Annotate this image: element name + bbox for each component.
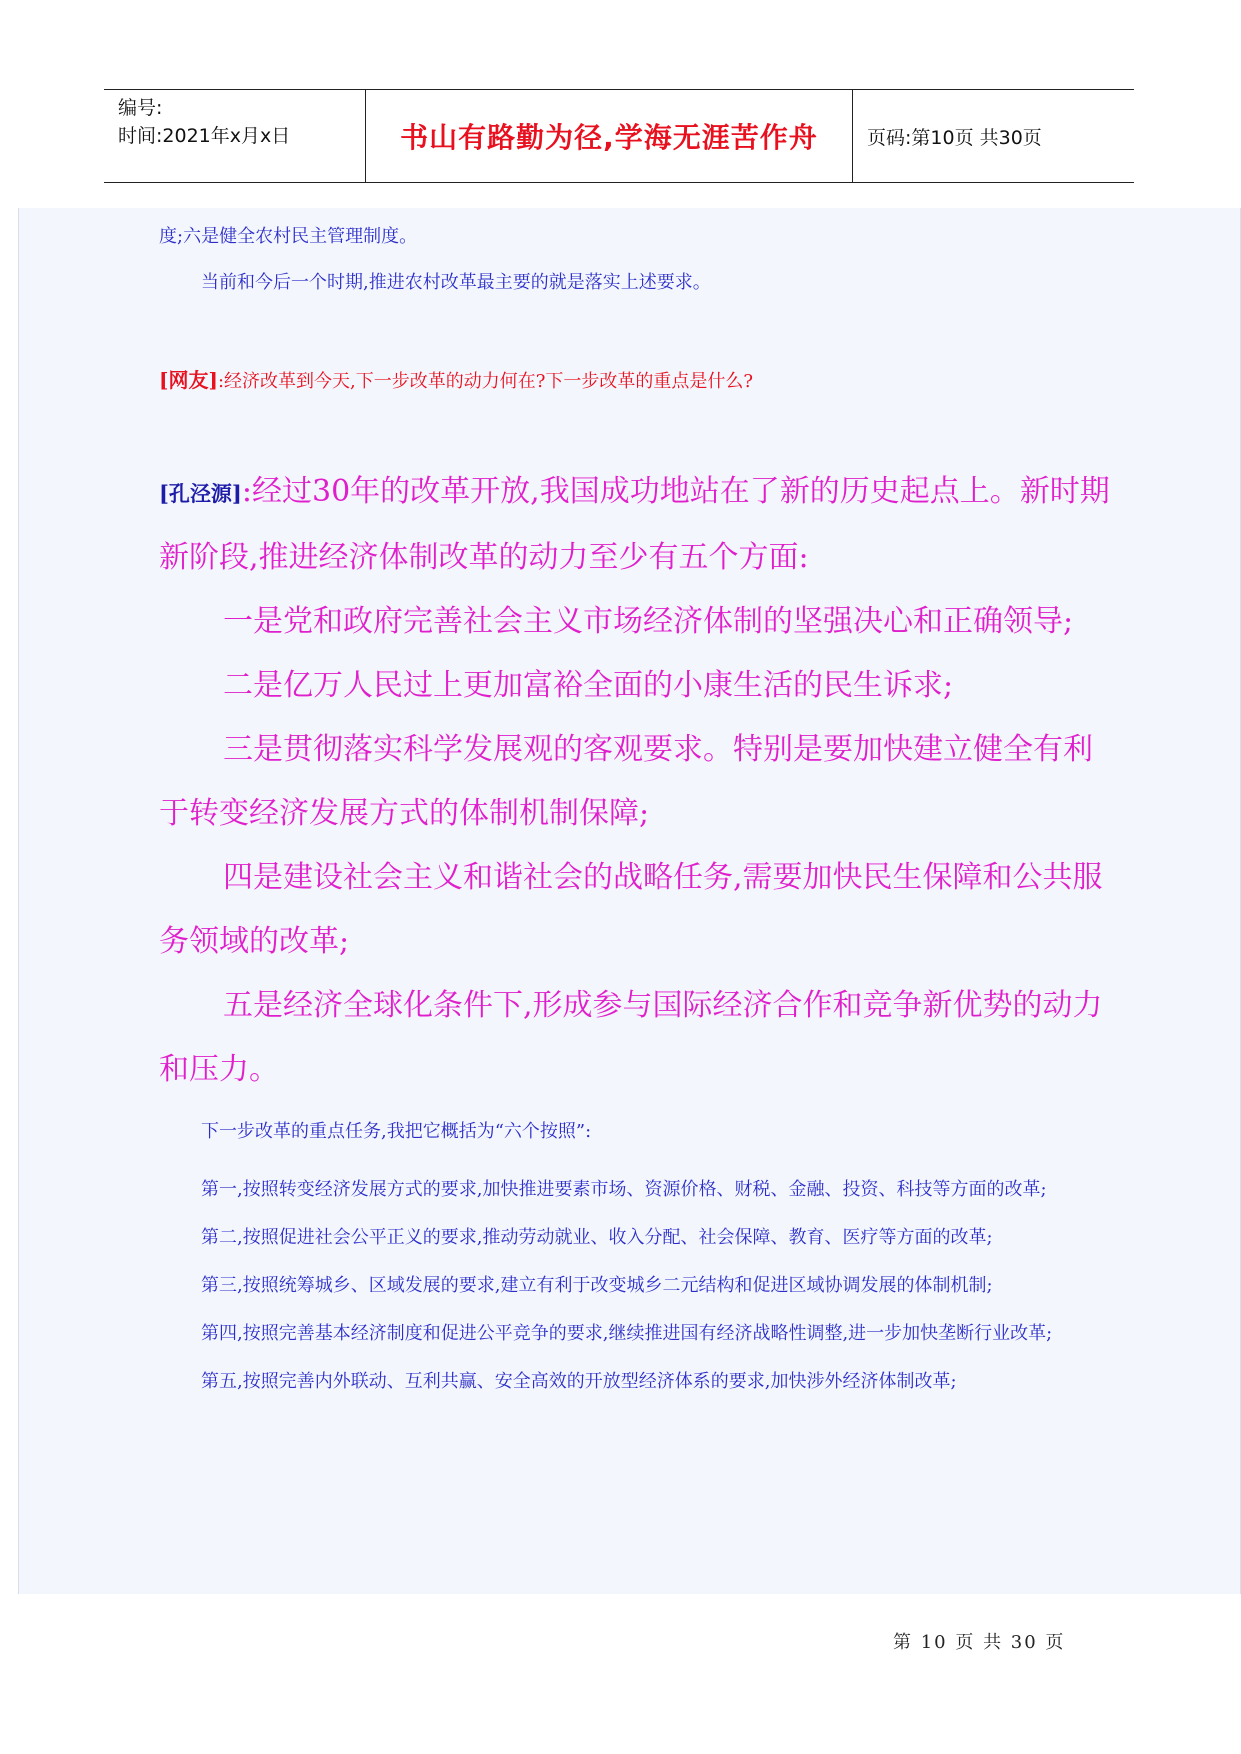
document-time-label: 时间:2021年x月x日 [118,125,291,147]
question-paragraph [159,366,1119,396]
header-left-cell [104,90,366,182]
answer-point: 二是亿万人民过上更加富裕全面的小康生活的民生诉求; [223,668,954,703]
paragraph-line: 度;六是健全农村民主管理制度。 [159,226,418,247]
document-number-label: 编号: [118,97,163,119]
task-item: 第二,按照促进社会公平正义的要求,推动劳动就业、收入分配、社会保障、教育、医疗等方面的改革; [201,1227,993,1248]
intro-block [159,223,1119,297]
page-header [104,89,1134,183]
tasks-intro: 下一步改革的重点任务,我把它概括为“六个按照”: [201,1121,592,1142]
task-item: 第四,按照完善基本经济制度和促进公平竞争的要求,继续推进国有经济战略性调整,进一步加快垄断行业改革; [201,1323,1053,1344]
page-footer: 第 10 页 共 30 页 [893,1632,1066,1653]
question-text: :经济改革到今天,下一步改革的动力何在?下一步改革的重点是什么? [217,371,754,392]
question-block [159,366,1119,396]
question-speaker-tag: [网友] [159,368,218,392]
answer-point: 四是建设社会主义和谐社会的战略任务,需要加快民生保障和公共服务领域的改革; [159,860,1103,959]
answer-point: 五是经济全球化条件下,形成参与国际经济合作和竞争新优势的动力和压力。 [159,988,1103,1087]
header-motto: 书山有路勤为径,学海无涯苦作舟 [366,90,853,182]
answer-point: 一是党和政府完善社会主义市场经济体制的坚强决心和正确领导; [223,604,1074,639]
document-body [18,208,1241,1594]
task-item: 第一,按照转变经济发展方式的要求,加快推进要素市场、资源价格、财税、金融、投资、科技等方面的改革; [201,1179,1047,1200]
answer-block [159,460,1119,1102]
tasks-block [159,1118,1119,1406]
task-item: 第五,按照完善内外联动、互利共赢、安全高效的开放型经济体系的要求,加快涉外经济体制改革; [201,1371,957,1392]
task-item: 第三,按照统筹城乡、区域发展的要求,建立有利于改变城乡二元结构和促进区域协调发展的体制机制; [201,1275,993,1296]
answer-intro-paragraph [159,460,1119,590]
paragraph-line: 当前和今后一个时期,推进农村改革最主要的就是落实上述要求。 [201,272,711,293]
header-page-info: 页码:第10页 共30页 [867,126,1042,149]
answer-speaker-tag: [孔泾源] [159,481,242,506]
answer-intro-text: :经过30年的改革开放,我国成功地站在了新的历史起点上。新时期新阶段,推进经济体制改革的动力至少有五个方面: [159,474,1110,575]
answer-point: 三是贯彻落实科学发展观的客观要求。特别是要加快建立健全有利于转变经济发展方式的体制机制保障; [159,732,1093,831]
